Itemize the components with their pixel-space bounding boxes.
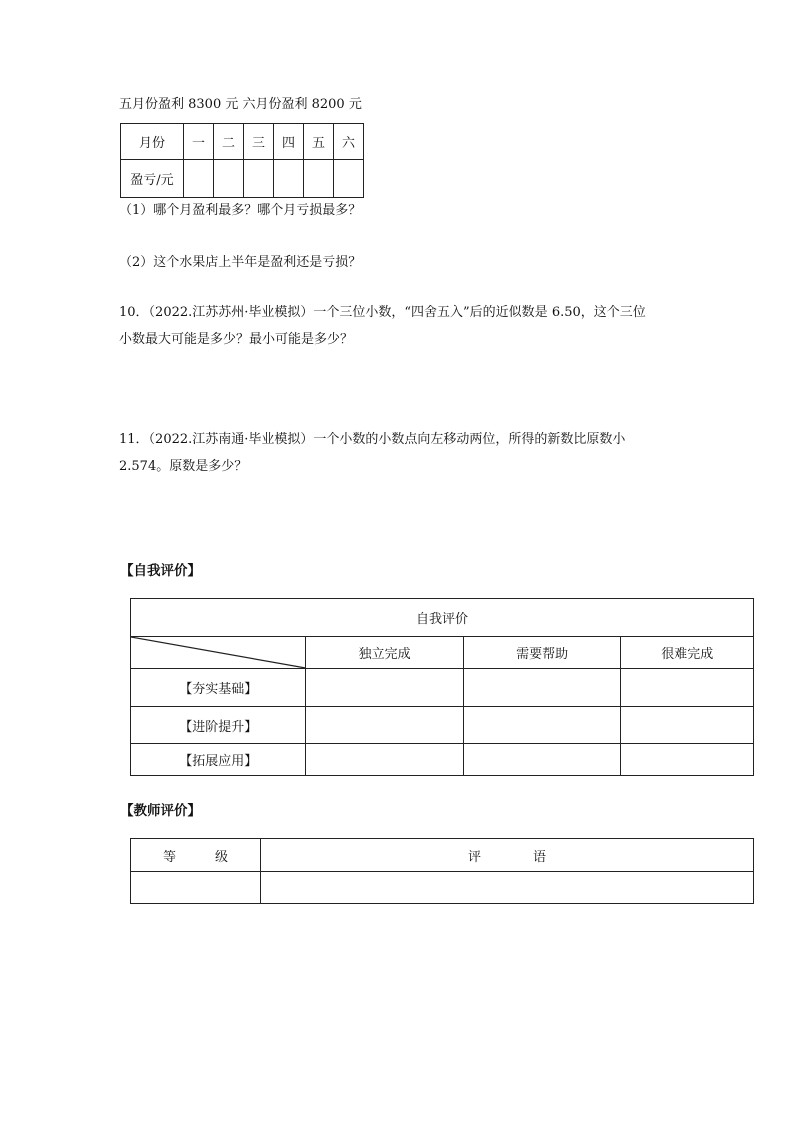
column-independent: 独立完成	[306, 637, 463, 669]
teacher-eval-table	[130, 838, 754, 904]
question-10-line-2: 小数最大可能是多少？最小可能是多少？	[119, 332, 354, 347]
month-cell: 二	[214, 124, 244, 160]
eval-cell[interactable]	[463, 744, 620, 776]
value-cell[interactable]	[184, 160, 214, 198]
month-cell: 四	[274, 124, 304, 160]
month-header: 月份	[121, 124, 184, 160]
value-cell[interactable]	[214, 160, 244, 198]
eval-cell[interactable]	[306, 744, 463, 776]
diagonal-line	[131, 637, 305, 668]
comment-cell[interactable]	[261, 872, 754, 904]
sub-question-2: （2）这个水果店上半年是盈利还是亏损？	[119, 255, 362, 270]
comment-header: 评 语	[261, 839, 754, 872]
eval-cell[interactable]	[621, 744, 754, 776]
month-cell: 三	[244, 124, 274, 160]
self-eval-table	[130, 598, 754, 776]
row-basic: 【夯实基础】	[131, 669, 306, 707]
question-11-line-2: 2.574。原数是多少？	[119, 459, 248, 474]
value-header: 盈亏/元	[121, 160, 184, 198]
value-cell[interactable]	[244, 160, 274, 198]
row-extended: 【拓展应用】	[131, 744, 306, 776]
self-eval-heading: 【自我评价】	[120, 563, 201, 579]
grade-header: 等 级	[131, 839, 261, 872]
eval-cell[interactable]	[306, 707, 463, 744]
column-need-help: 需要帮助	[463, 637, 620, 669]
teacher-eval-heading: 【教师评价】	[120, 803, 201, 819]
eval-cell[interactable]	[463, 707, 620, 744]
month-cell: 一	[184, 124, 214, 160]
eval-cell[interactable]	[463, 669, 620, 707]
self-eval-title: 自我评价	[131, 599, 754, 637]
diagonal-header-cell	[131, 637, 306, 669]
question-11-line-1: 11．（2022.江苏南通·毕业模拟）一个小数的小数点向左移动两位，所得的新数比原数小	[119, 432, 626, 447]
sub-question-1: （1）哪个月盈利最多？哪个月亏损最多？	[119, 203, 362, 218]
eval-cell[interactable]	[621, 707, 754, 744]
profit-statement: 五月份盈利 8300 元 六月份盈利 8200 元	[119, 97, 362, 112]
month-cell: 六	[334, 124, 364, 160]
row-advanced: 【进阶提升】	[131, 707, 306, 744]
eval-cell[interactable]	[306, 669, 463, 707]
value-cell[interactable]	[304, 160, 334, 198]
value-cell[interactable]	[274, 160, 304, 198]
month-cell: 五	[304, 124, 334, 160]
grade-cell[interactable]	[131, 872, 261, 904]
question-10-line-1: 10．（2022.江苏苏州·毕业模拟）一个三位小数，“四舍五入”后的近似数是 6.50，这个三位	[119, 305, 646, 320]
monthly-profit-table	[120, 123, 364, 198]
column-difficult: 很难完成	[621, 637, 754, 669]
value-cell[interactable]	[334, 160, 364, 198]
eval-cell[interactable]	[621, 669, 754, 707]
